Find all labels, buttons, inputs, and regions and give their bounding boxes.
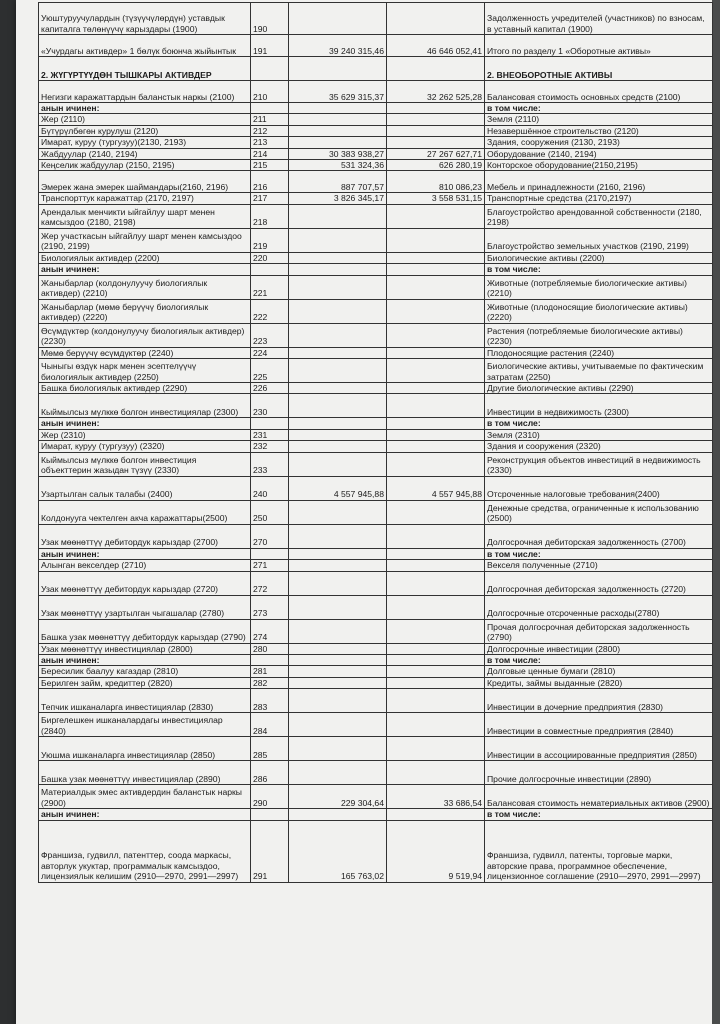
line-code-cell: 211 xyxy=(251,114,289,125)
russian-label-cell: Балансовая стоимость основных средств (2100) xyxy=(485,81,713,103)
kyrgyz-label-cell: Жабдуулар (2140, 2194) xyxy=(39,148,251,159)
value-end-cell xyxy=(387,3,485,35)
value-begin-cell xyxy=(289,761,387,785)
line-code-cell xyxy=(251,264,289,275)
value-end-cell xyxy=(387,137,485,148)
russian-label-cell: Биологические активы, учитываемые по фактическим затратам (2250) xyxy=(485,359,713,383)
line-code-cell: 233 xyxy=(251,452,289,476)
line-code-cell: 219 xyxy=(251,228,289,252)
line-code-cell: 271 xyxy=(251,560,289,571)
line-code-cell: 281 xyxy=(251,666,289,677)
line-code-cell: 282 xyxy=(251,677,289,688)
kyrgyz-label-cell: Бүтүрүлбөгөн курулуш (2120) xyxy=(39,125,251,136)
kyrgyz-label-cell: Узак мөөнөттүү узартылган чыгашалар (2780) xyxy=(39,595,251,619)
russian-label-cell: Здания, сооружения (2130, 2193) xyxy=(485,137,713,148)
russian-label-cell: Векселя полученные (2710) xyxy=(485,560,713,571)
table-row xyxy=(39,737,713,761)
value-end-cell xyxy=(387,595,485,619)
russian-label-cell: Оборудование (2140, 2194) xyxy=(485,148,713,159)
line-code-cell: 218 xyxy=(251,204,289,228)
russian-label-cell: в том числе: xyxy=(485,548,713,559)
kyrgyz-label-cell: Негизги каражаттардын баланстык наркы (2100) xyxy=(39,81,251,103)
table-row xyxy=(39,228,713,252)
kyrgyz-label-cell: Жер (2110) xyxy=(39,114,251,125)
table-row xyxy=(39,275,713,299)
value-begin-cell xyxy=(289,654,387,665)
table-row xyxy=(39,347,713,358)
value-begin-cell xyxy=(289,571,387,595)
value-begin-cell xyxy=(289,500,387,524)
table-row xyxy=(39,429,713,440)
table-row xyxy=(39,81,713,103)
line-code-cell: 273 xyxy=(251,595,289,619)
value-begin-cell xyxy=(289,299,387,323)
value-end-cell xyxy=(387,809,485,820)
kyrgyz-label-cell: Жер (2310) xyxy=(39,429,251,440)
line-code-cell: 240 xyxy=(251,476,289,500)
kyrgyz-label-cell: Биологиялык активдер (2200) xyxy=(39,252,251,263)
value-end-cell xyxy=(387,359,485,383)
value-end-cell xyxy=(387,666,485,677)
russian-label-cell: Биологические активы (2200) xyxy=(485,252,713,263)
value-begin-cell xyxy=(289,737,387,761)
russian-label-cell: Долгосрочные отсроченные расходы(2780) xyxy=(485,595,713,619)
line-code-cell: 285 xyxy=(251,737,289,761)
value-end-cell xyxy=(387,228,485,252)
kyrgyz-label-cell: Узак мөөнөттүү инвестициялар (2800) xyxy=(39,643,251,654)
value-begin-cell: 35 629 315,37 xyxy=(289,81,387,103)
table-row xyxy=(39,654,713,665)
background-left xyxy=(0,0,16,1024)
kyrgyz-label-cell: Жер участкасын ыйгайлуу шарт менен камсыздоо (2190, 2199) xyxy=(39,228,251,252)
table-row xyxy=(39,323,713,347)
kyrgyz-label-cell: Кыймылсыз мүлккө болгон инвестиция объекттерин жазыдан түзүү (2330) xyxy=(39,452,251,476)
line-code-cell: 226 xyxy=(251,383,289,394)
line-code-cell: 272 xyxy=(251,571,289,595)
line-code-cell: 290 xyxy=(251,785,289,809)
value-end-cell xyxy=(387,114,485,125)
russian-label-cell: в том числе: xyxy=(485,418,713,429)
table-row xyxy=(39,418,713,429)
value-end-cell xyxy=(387,125,485,136)
value-end-cell xyxy=(387,418,485,429)
value-begin-cell xyxy=(289,809,387,820)
value-end-cell: 33 686,54 xyxy=(387,785,485,809)
russian-label-cell: Животные (потребляемые биологические активы) (2210) xyxy=(485,275,713,299)
line-code-cell: 230 xyxy=(251,394,289,418)
kyrgyz-label-cell: Узак мөөнөттүү дебитордук карыздар (2700) xyxy=(39,524,251,548)
value-end-cell xyxy=(387,394,485,418)
russian-label-cell: Итого по разделу 1 «Оборотные активы» xyxy=(485,35,713,57)
russian-label-cell: в том числе: xyxy=(485,264,713,275)
value-begin-cell: 39 240 315,46 xyxy=(289,35,387,57)
line-code-cell: 216 xyxy=(251,171,289,193)
value-end-cell xyxy=(387,452,485,476)
value-begin-cell xyxy=(289,560,387,571)
value-begin-cell xyxy=(289,548,387,559)
kyrgyz-label-cell: Башка узак мөөнөттүү инвестициялар (2890) xyxy=(39,761,251,785)
value-begin-cell xyxy=(289,3,387,35)
value-begin-cell: 531 324,36 xyxy=(289,160,387,171)
russian-label-cell: в том числе: xyxy=(485,809,713,820)
table-row xyxy=(39,383,713,394)
kyrgyz-label-cell: Франшиза, гудвилл, патенттер, соода маркасы, авторлук укуктар, программалык камсыздоо, лицензиялык келишим (2910—2970, 2991—2997) xyxy=(39,820,251,882)
russian-label-cell: Земля (2110) xyxy=(485,114,713,125)
line-code-cell: 270 xyxy=(251,524,289,548)
kyrgyz-label-cell: Чыныгы өздүк нарк менен эсептелүүчү биологиялык активдер (2250) xyxy=(39,359,251,383)
value-end-cell: 3 558 531,15 xyxy=(387,193,485,204)
kyrgyz-label-cell: Узак мөөнөттүү дебитордук карыздар (2720) xyxy=(39,571,251,595)
value-end-cell xyxy=(387,323,485,347)
russian-label-cell: 2. ВНЕОБОРОТНЫЕ АКТИВЫ xyxy=(485,57,713,81)
value-begin-cell xyxy=(289,713,387,737)
line-code-cell: 210 xyxy=(251,81,289,103)
table-row xyxy=(39,595,713,619)
value-begin-cell: 887 707,57 xyxy=(289,171,387,193)
value-end-cell: 810 086,23 xyxy=(387,171,485,193)
table-row xyxy=(39,264,713,275)
value-begin-cell xyxy=(289,595,387,619)
value-end-cell: 626 280,19 xyxy=(387,160,485,171)
russian-label-cell: Благоустройство арендованной собственности (2180, 2198) xyxy=(485,204,713,228)
russian-label-cell: Земля (2310) xyxy=(485,429,713,440)
russian-label-cell: Инвестиции в ассоциированные предприятия (2850) xyxy=(485,737,713,761)
russian-label-cell: в том числе: xyxy=(485,654,713,665)
kyrgyz-label-cell: Башка биологиялык активдер (2290) xyxy=(39,383,251,394)
balance-table-body xyxy=(39,3,713,883)
table-row xyxy=(39,689,713,713)
value-begin-cell xyxy=(289,347,387,358)
value-end-cell xyxy=(387,571,485,595)
kyrgyz-label-cell: Берилген займ, кредиттер (2820) xyxy=(39,677,251,688)
kyrgyz-label-cell: анын ичинен: xyxy=(39,548,251,559)
kyrgyz-label-cell: Тепчик ишканаларга инвестициялар (2830) xyxy=(39,689,251,713)
value-begin-cell xyxy=(289,619,387,643)
table-row xyxy=(39,820,713,882)
table-row xyxy=(39,148,713,159)
value-begin-cell xyxy=(289,252,387,263)
kyrgyz-label-cell: Имарат, куруу (тургузуу) (2320) xyxy=(39,441,251,452)
table-row xyxy=(39,204,713,228)
kyrgyz-label-cell: анын ичинен: xyxy=(39,654,251,665)
table-row xyxy=(39,548,713,559)
value-end-cell xyxy=(387,57,485,81)
line-code-cell: 291 xyxy=(251,820,289,882)
table-row xyxy=(39,666,713,677)
russian-label-cell: Инвестиции в дочерние предприятия (2830) xyxy=(485,689,713,713)
value-end-cell xyxy=(387,560,485,571)
kyrgyz-label-cell: Материалдык эмес активдердин баланстык наркы (2900) xyxy=(39,785,251,809)
russian-label-cell: Задолженность учредителей (участников) по взносам, в уставный капитал (1900) xyxy=(485,3,713,35)
table-row xyxy=(39,114,713,125)
table-row xyxy=(39,452,713,476)
kyrgyz-label-cell: анын ичинен: xyxy=(39,103,251,114)
value-end-cell xyxy=(387,429,485,440)
line-code-cell: 250 xyxy=(251,500,289,524)
kyrgyz-label-cell: Арендалык менчикти ыйгайлуу шарт менен камсыздоо (2180, 2198) xyxy=(39,204,251,228)
value-begin-cell xyxy=(289,452,387,476)
russian-label-cell: Долгосрочные инвестиции (2800) xyxy=(485,643,713,654)
kyrgyz-label-cell: Жаныбарлар (колдонулуучу биологиялык активдер) (2210) xyxy=(39,275,251,299)
table-row xyxy=(39,643,713,654)
value-end-cell xyxy=(387,524,485,548)
value-begin-cell xyxy=(289,441,387,452)
value-end-cell: 4 557 945,88 xyxy=(387,476,485,500)
russian-label-cell: Прочие долгосрочные инвестиции (2890) xyxy=(485,761,713,785)
value-begin-cell xyxy=(289,57,387,81)
table-row xyxy=(39,57,713,81)
kyrgyz-label-cell: анын ичинен: xyxy=(39,418,251,429)
russian-label-cell: Транспортные средства (2170,2197) xyxy=(485,193,713,204)
value-end-cell xyxy=(387,204,485,228)
value-end-cell xyxy=(387,737,485,761)
value-begin-cell xyxy=(289,643,387,654)
table-row xyxy=(39,785,713,809)
russian-label-cell: Франшиза, гудвилл, патенты, торговые марки, авторские права, программное обеспечение, лицензионное соглашение (2910—2970, 2991—2997) xyxy=(485,820,713,882)
value-end-cell xyxy=(387,619,485,643)
value-begin-cell xyxy=(289,359,387,383)
value-begin-cell xyxy=(289,689,387,713)
background-right xyxy=(712,0,720,1024)
russian-label-cell: Другие биологические активы (2290) xyxy=(485,383,713,394)
line-code-cell: 212 xyxy=(251,125,289,136)
line-code-cell: 215 xyxy=(251,160,289,171)
table-row xyxy=(39,713,713,737)
table-row xyxy=(39,441,713,452)
russian-label-cell: Инвестиции в совместные предприятия (2840) xyxy=(485,713,713,737)
table-row xyxy=(39,809,713,820)
kyrgyz-label-cell: Башка узак мөөнөттүү дебитордук карыздар (2790) xyxy=(39,619,251,643)
line-code-cell xyxy=(251,548,289,559)
kyrgyz-label-cell: Уюшма ишканаларга инвестициялар (2850) xyxy=(39,737,251,761)
table-row xyxy=(39,160,713,171)
kyrgyz-label-cell: Жаныбарлар (мөмө берүүчү биологиялык активдер) (2220) xyxy=(39,299,251,323)
table-row xyxy=(39,299,713,323)
kyrgyz-label-cell: 2. ЖҮГҮРТҮҮДӨН ТЫШКАРЫ АКТИВДЕР xyxy=(39,57,251,81)
line-code-cell: 280 xyxy=(251,643,289,654)
value-begin-cell xyxy=(289,275,387,299)
line-code-cell: 274 xyxy=(251,619,289,643)
kyrgyz-label-cell: Узартылган салык талабы (2400) xyxy=(39,476,251,500)
line-code-cell: 221 xyxy=(251,275,289,299)
value-end-cell xyxy=(387,713,485,737)
russian-label-cell: Незавершённое строительство (2120) xyxy=(485,125,713,136)
russian-label-cell: Благоустройство земельных участков (2190, 2199) xyxy=(485,228,713,252)
value-end-cell xyxy=(387,347,485,358)
value-begin-cell xyxy=(289,394,387,418)
value-end-cell: 32 262 525,28 xyxy=(387,81,485,103)
value-begin-cell xyxy=(289,418,387,429)
line-code-cell: 231 xyxy=(251,429,289,440)
value-end-cell xyxy=(387,654,485,665)
table-row xyxy=(39,193,713,204)
kyrgyz-label-cell: Алынган векселдер (2710) xyxy=(39,560,251,571)
kyrgyz-label-cell: Колдонууга чектелген акча каражаттары(2500) xyxy=(39,500,251,524)
russian-label-cell: Долгосрочная дебиторская задолженность (2700) xyxy=(485,524,713,548)
value-begin-cell xyxy=(289,666,387,677)
line-code-cell xyxy=(251,103,289,114)
russian-label-cell: в том числе: xyxy=(485,103,713,114)
russian-label-cell: Мебель и принадлежности (2160, 2196) xyxy=(485,171,713,193)
russian-label-cell: Отсроченные налоговые требования(2400) xyxy=(485,476,713,500)
value-begin-cell xyxy=(289,114,387,125)
table-row xyxy=(39,171,713,193)
value-end-cell xyxy=(387,103,485,114)
value-begin-cell xyxy=(289,677,387,688)
line-code-cell xyxy=(251,57,289,81)
kyrgyz-label-cell: анын ичинен: xyxy=(39,809,251,820)
russian-label-cell: Конторское оборудование(2150,2195) xyxy=(485,160,713,171)
value-begin-cell: 4 557 945,88 xyxy=(289,476,387,500)
line-code-cell: 224 xyxy=(251,347,289,358)
russian-label-cell: Прочая долгосрочная дебиторская задолженность (2790) xyxy=(485,619,713,643)
value-end-cell: 27 267 627,71 xyxy=(387,148,485,159)
russian-label-cell: Балансовая стоимость нематериальных активов (2900) xyxy=(485,785,713,809)
line-code-cell: 217 xyxy=(251,193,289,204)
russian-label-cell: Инвестиции в недвижимость (2300) xyxy=(485,394,713,418)
table-row xyxy=(39,137,713,148)
value-end-cell xyxy=(387,677,485,688)
value-begin-cell xyxy=(289,429,387,440)
line-code-cell: 220 xyxy=(251,252,289,263)
line-code-cell: 222 xyxy=(251,299,289,323)
line-code-cell: 284 xyxy=(251,713,289,737)
value-end-cell: 46 646 052,41 xyxy=(387,35,485,57)
kyrgyz-label-cell: «Учурдагы активдер» 1 бөлүк боюнча жыйынтык xyxy=(39,35,251,57)
kyrgyz-label-cell: Транспорттук каражаттар (2170, 2197) xyxy=(39,193,251,204)
kyrgyz-label-cell: Кеңселик жабдуулар (2150, 2195) xyxy=(39,160,251,171)
value-end-cell xyxy=(387,548,485,559)
value-end-cell xyxy=(387,441,485,452)
line-code-cell: 225 xyxy=(251,359,289,383)
value-begin-cell xyxy=(289,228,387,252)
table-row xyxy=(39,3,713,35)
line-code-cell xyxy=(251,654,289,665)
table-row xyxy=(39,476,713,500)
line-code-cell: 283 xyxy=(251,689,289,713)
line-code-cell: 232 xyxy=(251,441,289,452)
russian-label-cell: Долговые ценные бумаги (2810) xyxy=(485,666,713,677)
value-begin-cell: 165 763,02 xyxy=(289,820,387,882)
kyrgyz-label-cell: анын ичинен: xyxy=(39,264,251,275)
value-begin-cell xyxy=(289,524,387,548)
value-begin-cell xyxy=(289,204,387,228)
line-code-cell xyxy=(251,418,289,429)
russian-label-cell: Денежные средства, ограниченные к использованию (2500) xyxy=(485,500,713,524)
value-end-cell xyxy=(387,252,485,263)
value-begin-cell: 3 826 345,17 xyxy=(289,193,387,204)
value-end-cell xyxy=(387,299,485,323)
value-end-cell xyxy=(387,643,485,654)
table-row xyxy=(39,252,713,263)
value-end-cell xyxy=(387,689,485,713)
russian-label-cell: Плодоносящие растения (2240) xyxy=(485,347,713,358)
value-begin-cell xyxy=(289,125,387,136)
table-row xyxy=(39,761,713,785)
line-code-cell: 214 xyxy=(251,148,289,159)
kyrgyz-label-cell: Уюштуруучулардын (түзүүчүлөрдүн) уставдык капиталга төлөнүүчү карыздары (1900) xyxy=(39,3,251,35)
value-end-cell xyxy=(387,761,485,785)
value-end-cell xyxy=(387,383,485,394)
table-row xyxy=(39,35,713,57)
kyrgyz-label-cell: Имарат, куруу (тургузуу)(2130, 2193) xyxy=(39,137,251,148)
table-row xyxy=(39,103,713,114)
value-begin-cell xyxy=(289,137,387,148)
kyrgyz-label-cell: Мөмө берүүчү өсүмдүктөр (2240) xyxy=(39,347,251,358)
balance-table xyxy=(38,2,713,883)
line-code-cell: 213 xyxy=(251,137,289,148)
table-row xyxy=(39,560,713,571)
table-row xyxy=(39,619,713,643)
table-row xyxy=(39,359,713,383)
table-row xyxy=(39,524,713,548)
value-end-cell xyxy=(387,275,485,299)
line-code-cell: 286 xyxy=(251,761,289,785)
value-begin-cell: 229 304,64 xyxy=(289,785,387,809)
table-row xyxy=(39,677,713,688)
kyrgyz-label-cell: Бересилик баалуу кагаздар (2810) xyxy=(39,666,251,677)
russian-label-cell: Здания и сооружения (2320) xyxy=(485,441,713,452)
russian-label-cell: Животные (плодоносящие биологические активы) (2220) xyxy=(485,299,713,323)
line-code-cell xyxy=(251,809,289,820)
table-row xyxy=(39,571,713,595)
kyrgyz-label-cell: Өсүмдүктөр (колдонулуучу биологиялык активдер) (2230) xyxy=(39,323,251,347)
kyrgyz-label-cell: Кыймылсыз мүлккө болгон инвестициялар (2300) xyxy=(39,394,251,418)
table-row xyxy=(39,125,713,136)
line-code-cell: 190 xyxy=(251,3,289,35)
line-code-cell: 223 xyxy=(251,323,289,347)
value-end-cell xyxy=(387,264,485,275)
russian-label-cell: Растения (потребляемые биологические активы) (2230) xyxy=(485,323,713,347)
line-code-cell: 191 xyxy=(251,35,289,57)
value-begin-cell: 30 383 938,27 xyxy=(289,148,387,159)
value-end-cell: 9 519,94 xyxy=(387,820,485,882)
value-begin-cell xyxy=(289,264,387,275)
russian-label-cell: Долгосрочная дебиторская задолженность (2720) xyxy=(485,571,713,595)
value-end-cell xyxy=(387,500,485,524)
value-begin-cell xyxy=(289,103,387,114)
value-begin-cell xyxy=(289,323,387,347)
table-row xyxy=(39,394,713,418)
russian-label-cell: Кредиты, займы выданные (2820) xyxy=(485,677,713,688)
value-begin-cell xyxy=(289,383,387,394)
kyrgyz-label-cell: Эмерек жана эмерек шаймандары(2160, 2196) xyxy=(39,171,251,193)
table-row xyxy=(39,500,713,524)
kyrgyz-label-cell: Биргелешкен ишканалардагы инвестициялар (2840) xyxy=(39,713,251,737)
russian-label-cell: Реконструкция объектов инвестиций в недвижимость (2330) xyxy=(485,452,713,476)
